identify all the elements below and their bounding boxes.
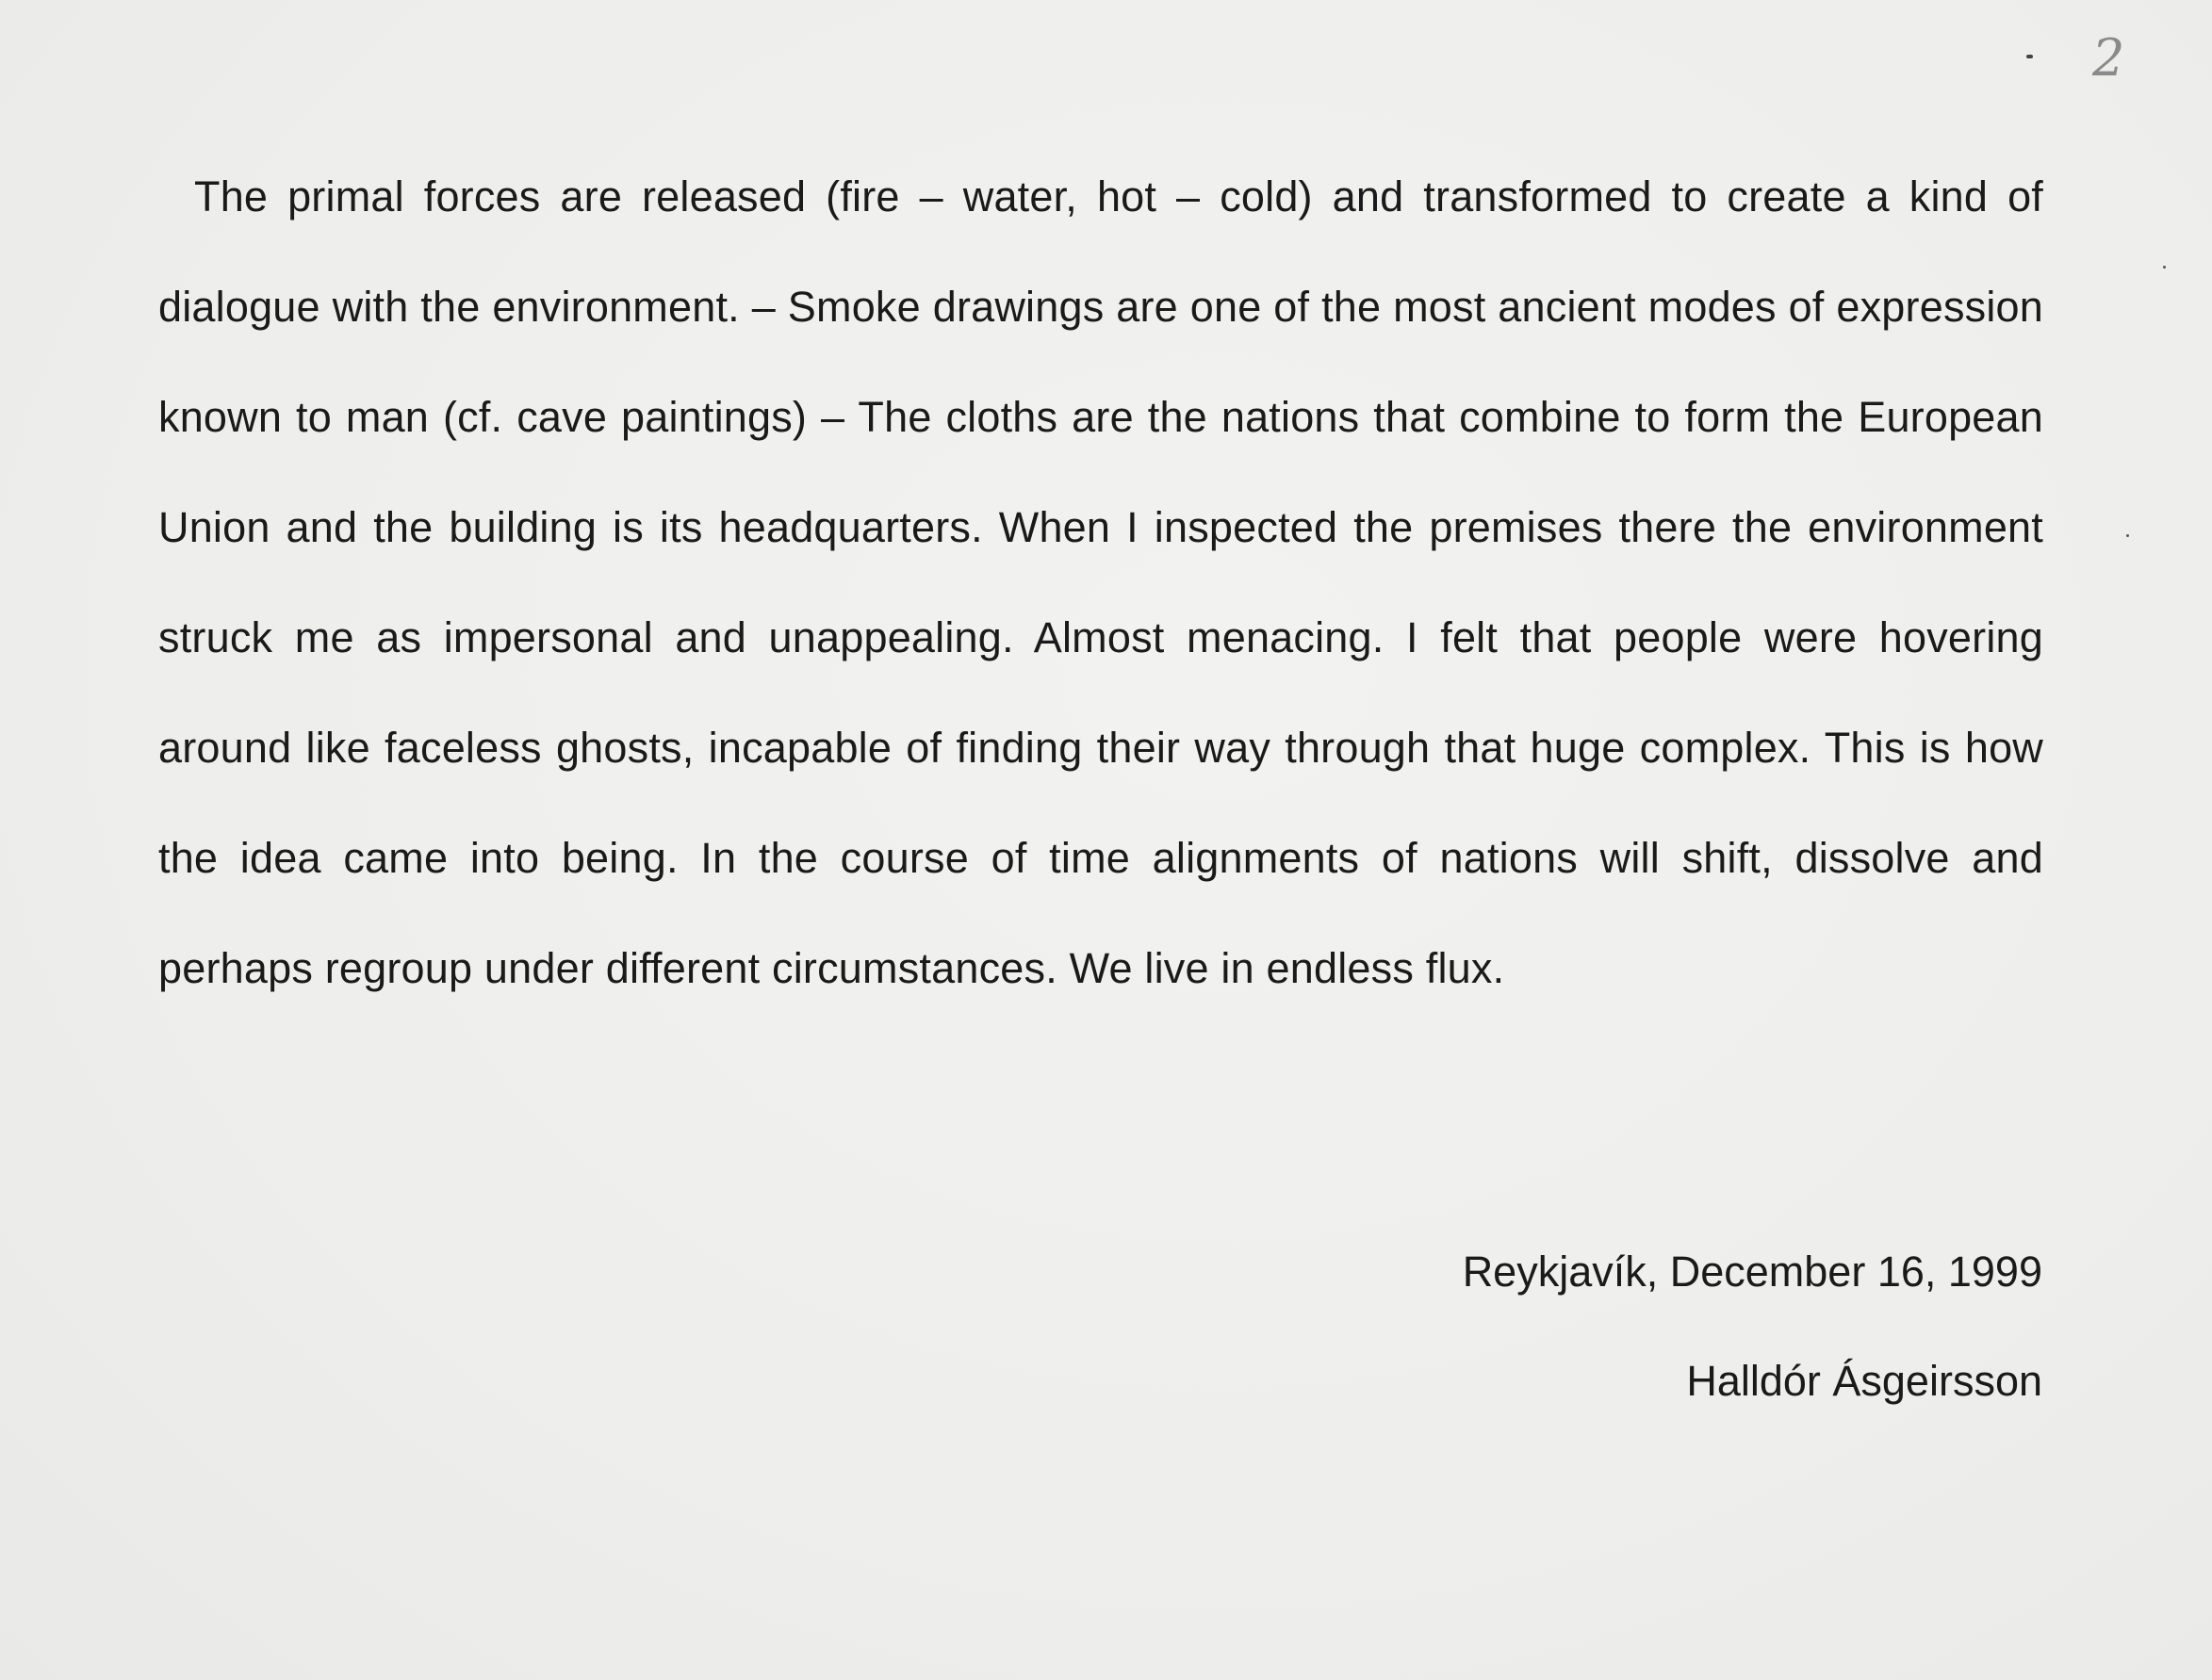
ink-mark [2026,55,2033,58]
author-name: Halldór Ásgeirsson [1686,1357,2042,1405]
body-paragraph: The primal forces are released (fire – water, hot – cold) and transformed to create a kind of dialogue with the environment. – Smoke drawings are one of the most ancient modes of expression known to man (cf. cave paintings) – The cloths are the nations that combine to form the European Union and the building is its headquarters. When I inspected the premises there the environment struck me as impersonal and unappealing. Almost menacing. I felt that people were hovering around like faceless ghosts, incapable of finding their way through that huge complex. This is how the idea came into being. In the course of time alignments of nations will shift, dissolve and perhaps regroup under different circumstances. We live in endless flux. [158,172,2043,992]
paper-speck [2163,266,2166,269]
paper-speck [2126,534,2129,537]
page-number: 2 [2092,28,2125,88]
place-and-date: Reykjavík, December 16, 1999 [1462,1248,2042,1296]
